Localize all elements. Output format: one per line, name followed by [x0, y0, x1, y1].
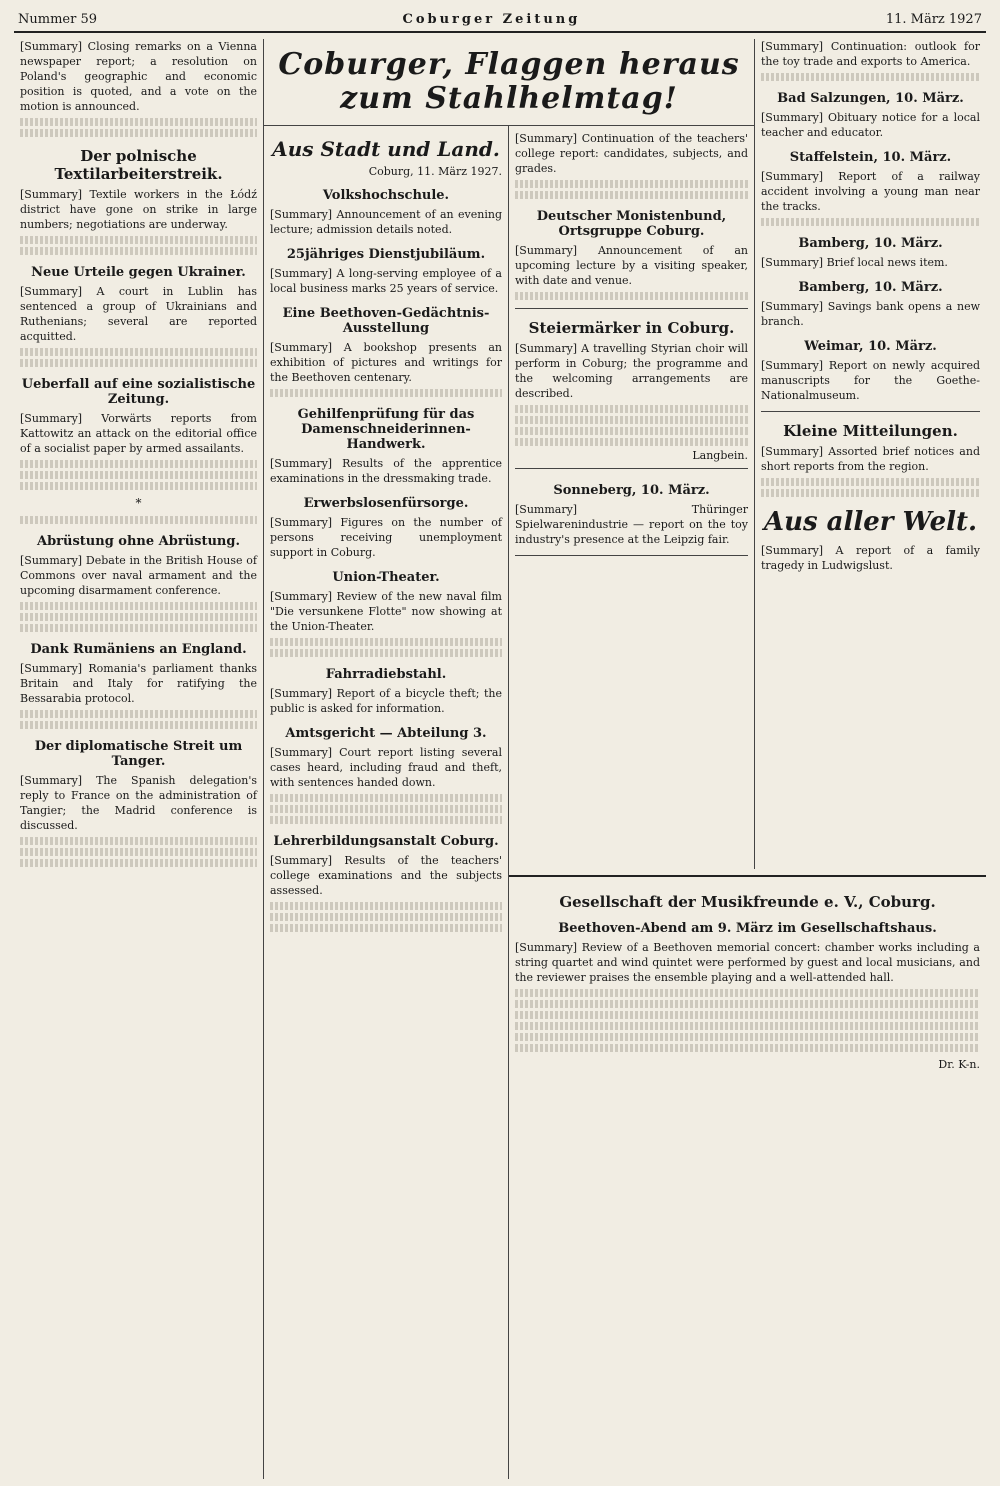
item-title: Bamberg, 10. März. — [798, 236, 943, 251]
text-fill — [515, 438, 748, 446]
item-title: Eine Beethoven-Gedächtnis-Ausstellung — [282, 306, 490, 336]
text-fill — [515, 405, 748, 413]
text-fill — [20, 602, 257, 610]
review-signoff: Dr. K-n. — [938, 1058, 980, 1071]
item-title: Volkshochschule. — [322, 188, 450, 203]
text-fill — [20, 482, 257, 490]
item-title: Lehrerbildungsanstalt Coburg. — [273, 834, 499, 849]
banner-headline — [264, 39, 754, 126]
text-fill — [20, 837, 257, 845]
article-summary: [Summary] Textile workers in the Łódź district have gone on strike in large numbers; negotiations are underway. — [20, 188, 257, 231]
article-title: Abrüstung ohne Abrüstung. — [36, 534, 240, 549]
item-title: Deutscher Monistenbund, Ortsgruppe Coburg. — [536, 209, 727, 239]
item-summary: [Summary] A report of a family tragedy in Ludwigslust. — [761, 544, 980, 572]
item-title: Sonneberg, 10. März. — [553, 483, 710, 498]
continued-summary: [Summary] Continuation of the teachers' college report: candidates, subjects, and grades. — [515, 132, 748, 175]
item-summary: [Summary] Announcement of an upcoming lecture by a visiting speaker, with date and venue. — [515, 244, 748, 287]
article-summary: [Summary] The Spanish delegation's reply to France on the administration of Tangier; the Madrid conference is discussed. — [20, 774, 257, 832]
text-fill — [515, 180, 748, 188]
item-title: Bad Salzungen, 10. März. — [777, 91, 964, 106]
text-fill — [270, 913, 502, 921]
text-fill — [761, 218, 980, 226]
text-fill — [270, 389, 502, 397]
text-fill — [20, 710, 257, 718]
text-fill — [515, 292, 748, 300]
item-summary: [Summary] Figures on the number of persons receiving unemployment support in Coburg. — [270, 516, 502, 559]
text-fill — [20, 460, 257, 468]
masthead — [14, 12, 986, 33]
text-fill — [20, 348, 257, 356]
item-title: Amtsgericht — Abteilung 3. — [285, 726, 487, 741]
article-title: Dank Rumäniens an England. — [30, 642, 247, 657]
text-fill — [515, 427, 748, 435]
item-summary: [Summary] Brief local news item. — [761, 256, 948, 269]
article-title: Der polnische Textilarbeiterstreik. — [54, 147, 223, 183]
text-fill — [270, 805, 502, 813]
text-fill — [20, 848, 257, 856]
divider — [761, 411, 980, 412]
article-summary: [Summary] Debate in the British House of Commons over naval armament and the upcoming disarmament conference. — [20, 554, 257, 597]
item-summary: [Summary] Announcement of an evening lecture; admission details noted. — [270, 208, 502, 236]
text-fill — [20, 471, 257, 479]
divider — [515, 308, 748, 309]
item-summary: [Summary] A long-serving employee of a local business marks 25 years of service. — [270, 267, 502, 295]
text-fill — [20, 624, 257, 632]
text-fill — [20, 247, 257, 255]
newspaper-title: Coburger Zeitung — [402, 12, 581, 27]
item-summary: [Summary] Obituary notice for a local teacher and educator. — [761, 111, 980, 139]
text-fill — [20, 859, 257, 867]
item-summary: [Summary] Review of the new naval film "Die versunkene Flotte" now showing at the Union-Theater. — [270, 590, 502, 633]
continued-summary: [Summary] Continuation: outlook for the toy trade and exports to America. — [761, 40, 980, 68]
text-fill — [20, 118, 257, 126]
dateline: Coburg, 11. März 1927. — [368, 165, 502, 178]
item-summary: [Summary] Report of a railway accident involving a young man near the tracks. — [761, 170, 980, 213]
intro-summary: [Summary] Closing remarks on a Vienna newspaper report; a resolution on Poland's geographic and economic position is quoted, and a vote on the motion is announced. — [20, 40, 257, 113]
item-title: Steiermärker in Coburg. — [528, 319, 735, 337]
text-fill — [515, 989, 980, 997]
item-summary: [Summary] A bookshop presents an exhibition of pictures and writings for the Beethoven centenary. — [270, 341, 502, 384]
item-title: Kleine Mitteilungen. — [783, 422, 958, 440]
item-summary: [Summary] Savings bank opens a new branch. — [761, 300, 980, 328]
article-summary: [Summary] Vorwärts reports from Kattowitz an attack on the editorial office of a socialist paper by armed assailants. — [20, 412, 257, 455]
text-fill — [270, 794, 502, 802]
banner-headline-line-2: zum Stahlhelmtag! — [340, 81, 678, 116]
page-columns — [14, 39, 986, 1479]
text-fill — [20, 236, 257, 244]
item-summary: [Summary] Results of the apprentice examinations in the dressmaking trade. — [270, 457, 502, 485]
item-summary: [Summary] Report on newly acquired manuscripts for the Goethe-Nationalmuseum. — [761, 359, 980, 402]
text-fill — [20, 613, 257, 621]
item-title: Weimar, 10. März. — [804, 339, 937, 354]
text-fill — [270, 902, 502, 910]
issue-number: Nummer 59 — [18, 12, 97, 27]
item-title: 25jähriges Dienstjubiläum. — [286, 247, 486, 262]
text-fill — [515, 1000, 980, 1008]
item-summary: [Summary] Assorted brief notices and short reports from the region. — [761, 445, 980, 473]
item-title: Gehilfenprüfung für das Damenschneiderinnen-Handwerk. — [297, 407, 475, 452]
text-fill — [270, 924, 502, 932]
section-title: Aus aller Welt. — [763, 507, 978, 537]
item-title: Fahrradiebstahl. — [325, 667, 447, 682]
column-3 — [509, 39, 754, 869]
column-4 — [754, 39, 986, 869]
article-title: Neue Urteile gegen Ukrainer. — [31, 265, 246, 280]
text-fill — [761, 489, 980, 497]
item-summary: [Summary] A travelling Styrian choir will perform in Coburg; the programme and the welcoming arrangements are described. — [515, 342, 748, 400]
text-fill — [761, 73, 980, 81]
text-fill — [761, 478, 980, 486]
text-fill — [270, 649, 502, 657]
review-subtitle: Beethoven-Abend am 9. März im Gesellschaftshaus. — [558, 921, 937, 936]
article-title: Ueberfall auf eine sozialistische Zeitung. — [21, 377, 256, 407]
text-fill — [20, 721, 257, 729]
text-fill — [20, 129, 257, 137]
text-fill — [515, 1022, 980, 1030]
banner-headline-line-1: Coburger, Flaggen heraus — [278, 47, 740, 82]
article-summary: [Summary] A court in Lublin has sentenced a group of Ukrainians and Ruthenians; several are reported acquitted. — [20, 285, 257, 343]
item-summary: [Summary] Thüringer Spielwarenindustrie — report on the toy industry's presence at the Leipzig fair. — [515, 503, 748, 546]
column-2 — [264, 39, 509, 1479]
section-separator-star: * — [135, 496, 142, 510]
item-title: Bamberg, 10. März. — [798, 280, 943, 295]
item-title: Erwerbslosenfürsorge. — [303, 496, 469, 511]
article-title: Der diplomatische Streit um Tanger. — [34, 739, 243, 769]
review-summary: [Summary] Review of a Beethoven memorial concert: chamber works including a string quartet and wind quintet were performed by guest and local musicians, and the reviewer praises the ensemble playing and a well-attended hall. — [515, 941, 980, 984]
text-fill — [515, 191, 748, 199]
item-summary: [Summary] Report of a bicycle theft; the public is asked for information. — [270, 687, 502, 715]
text-fill — [20, 516, 257, 524]
text-fill — [270, 638, 502, 646]
text-fill — [20, 359, 257, 367]
item-title: Staffelstein, 10. März. — [789, 150, 952, 165]
text-fill — [515, 1033, 980, 1041]
text-fill — [515, 1044, 980, 1052]
item-summary: [Summary] Results of the teachers' college examinations and the subjects assessed. — [270, 854, 502, 897]
sonneberg-item — [515, 468, 748, 556]
text-fill — [515, 1011, 980, 1019]
article-summary: [Summary] Romania's parliament thanks Britain and Italy for ratifying the Bessarabia protocol. — [20, 662, 257, 705]
item-title: Union-Theater. — [332, 570, 440, 585]
section-title: Aus Stadt und Land. — [272, 137, 500, 161]
text-fill — [270, 816, 502, 824]
column-1 — [14, 39, 264, 1479]
author-signoff: Langbein. — [692, 449, 748, 462]
issue-date: 11. März 1927 — [885, 12, 982, 27]
text-fill — [515, 416, 748, 424]
concert-review — [509, 875, 986, 1479]
item-summary: [Summary] Court report listing several cases heard, including fraud and theft, with sentences handed down. — [270, 746, 502, 789]
review-title: Gesellschaft der Musikfreunde e. V., Coburg. — [559, 893, 936, 911]
